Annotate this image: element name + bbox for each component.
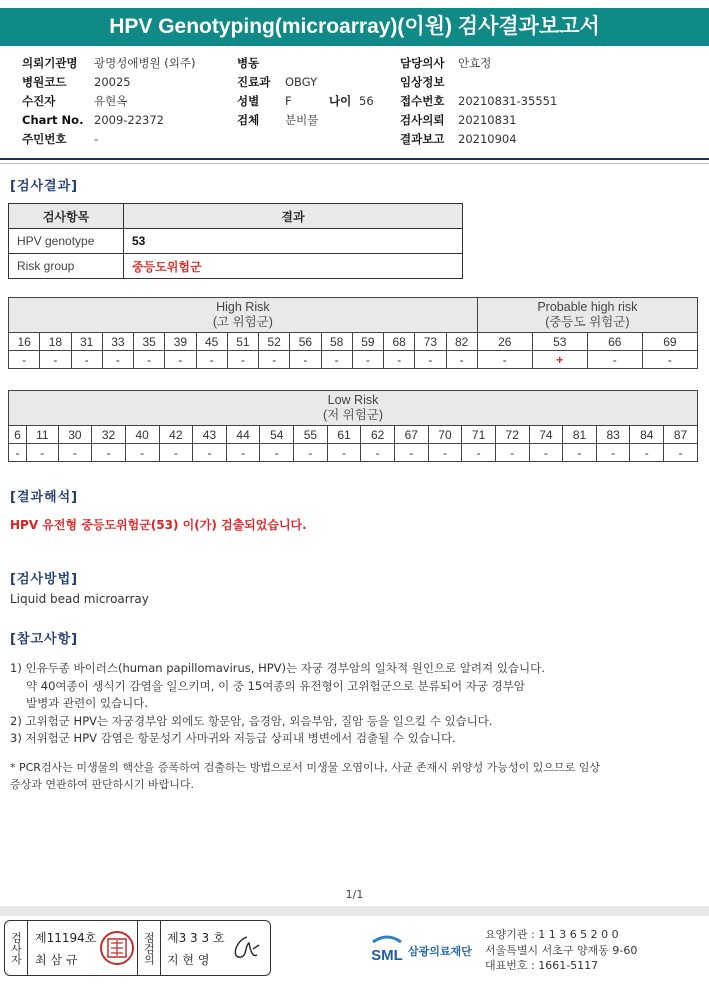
genotype-result-cell: - <box>495 444 529 462</box>
info-value: - <box>94 132 99 146</box>
genotype-result-cell: - <box>664 444 698 462</box>
genotype-cell: 68 <box>384 333 415 351</box>
genotype-result-cell: - <box>327 444 361 462</box>
header-divider <box>0 158 709 160</box>
section-title-result: [검사결과] <box>10 179 79 194</box>
result-header-item: 검사항목 <box>9 204 124 229</box>
signature-box <box>4 920 271 976</box>
genotype-result-cell: - <box>40 351 71 369</box>
info-label: 병원코드 <box>22 75 67 89</box>
pcr-note <box>10 760 690 793</box>
genotype-result-cell: - <box>226 444 260 462</box>
genotype-result-cell: - <box>462 444 496 462</box>
genotype-result-cell: - <box>563 444 597 462</box>
pcr-note-line-1: * PCR검사는 미생물의 핵산을 증폭하여 검출하는 방법으로서 미생물 오염이나, 사균 존재시 위양성 가능성이 있으므로 임상 <box>10 761 600 774</box>
genotype-cell: 54 <box>260 426 294 444</box>
info-label: 검체 <box>237 113 260 127</box>
info-label: 검사의뢰 <box>400 113 445 127</box>
examiner-name: 최 삼 규 <box>35 953 78 967</box>
genotype-cell: 40 <box>125 426 159 444</box>
result-item: Risk group <box>9 254 124 279</box>
section-title-method: [검사방법] <box>10 572 79 587</box>
genotype-cell: 39 <box>165 333 196 351</box>
info-label: 결과보고 <box>400 132 445 146</box>
genotype-result-cell: - <box>529 444 563 462</box>
info-value: 안효정 <box>458 56 492 70</box>
high-risk-title: High Risk <box>216 300 270 314</box>
genotype-cell: 26 <box>477 333 532 351</box>
genotype-result-cell: - <box>125 444 159 462</box>
genotype-cell: 72 <box>495 426 529 444</box>
genotype-cell: 82 <box>446 333 477 351</box>
examiner-label <box>5 921 28 975</box>
interpretation-text: HPV 유전형 중등도위험군(53) 이(가) 검출되었습니다. <box>10 518 307 532</box>
age-label: 나이 <box>329 94 352 108</box>
genotype-result-cell: - <box>196 351 227 369</box>
org-code: 요양기관 : 1 1 3 6 5 2 0 0 <box>485 928 619 941</box>
genotype-result-cell: - <box>446 351 477 369</box>
footer-band <box>0 906 709 916</box>
genotype-result-cell: - <box>642 351 697 369</box>
genotype-result-cell: - <box>159 444 193 462</box>
genotype-cell: 74 <box>529 426 563 444</box>
info-label: 수진자 <box>22 94 56 108</box>
genotype-cell: 71 <box>462 426 496 444</box>
info-column-3 <box>400 54 557 149</box>
genotype-result-cell: - <box>294 444 328 462</box>
genotype-result-cell: - <box>58 444 92 462</box>
genotype-cell: 56 <box>290 333 321 351</box>
info-label: 담당의사 <box>400 56 445 70</box>
genotype-result-cell: - <box>102 351 133 369</box>
genotype-result-cell: - <box>596 444 630 462</box>
genotype-result-cell: - <box>227 351 258 369</box>
genotype-cell: 55 <box>294 426 328 444</box>
genotype-result-cell: - <box>134 351 165 369</box>
low-risk-subtitle: (저 위험군) <box>322 408 384 422</box>
info-value: 유현옥 <box>94 94 128 108</box>
genotype-result-cell: - <box>165 351 196 369</box>
info-label: 임상정보 <box>400 75 445 89</box>
genotype-result-cell: - <box>477 351 532 369</box>
genotype-cell: 52 <box>259 333 290 351</box>
genotype-cell: 59 <box>352 333 383 351</box>
high-risk-header <box>9 298 478 333</box>
genotype-result-cell: - <box>92 444 126 462</box>
genotype-cell: 44 <box>226 426 260 444</box>
result-value: 53 <box>124 229 463 254</box>
result-value: 중등도위험군 <box>124 254 463 279</box>
genotype-cell: 62 <box>361 426 395 444</box>
note-3: 3) 저위험군 HPV 감염은 항문성기 사마귀와 저등급 상피내 병변에서 검출될 수 있습니다. <box>10 731 456 745</box>
genotype-result-cell: - <box>290 351 321 369</box>
checker-license: 제3 3 3 호 <box>167 931 225 945</box>
info-value: 2009-22372 <box>94 113 164 127</box>
info-value: F <box>285 94 292 108</box>
header-divider-thin <box>0 163 709 164</box>
genotype-cell: 67 <box>394 426 428 444</box>
result-item: HPV genotype <box>9 229 124 254</box>
low-risk-header <box>9 391 698 426</box>
info-value: 20210831-35551 <box>458 94 558 108</box>
info-label: 의뢰기관명 <box>22 56 78 70</box>
genotype-cell: 87 <box>664 426 698 444</box>
genotype-cell: 81 <box>563 426 597 444</box>
info-value: 20025 <box>94 75 131 89</box>
genotype-cell: 6 <box>9 426 27 444</box>
genotype-result-cell: - <box>9 444 27 462</box>
genotype-result-cell: - <box>361 444 395 462</box>
info-label: Chart No. <box>22 113 84 127</box>
genotype-cell: 43 <box>193 426 227 444</box>
genotype-cell: 66 <box>587 333 642 351</box>
note-1-line-1: 1) 인유두종 바이러스(human papillomavirus, HPV)는 자궁 경부암의 일차적 원인으로 알려져 있습니다. <box>10 661 545 675</box>
info-label: 성별 <box>237 94 260 108</box>
genotype-cell: 84 <box>630 426 664 444</box>
checker-label <box>137 921 161 975</box>
footer-address-block <box>485 927 637 974</box>
method-text: Liquid bead microarray <box>10 592 149 606</box>
genotype-cell: 32 <box>92 426 126 444</box>
note-2: 2) 고위험군 HPV는 자궁경부암 외에도 항문암, 음경암, 외음부암, 질암 등을 일으킬 수 있습니다. <box>10 713 493 728</box>
examiner-seal-icon <box>99 929 135 967</box>
note-1-line-3: 발병과 관련이 있습니다. <box>26 696 149 710</box>
genotype-result-cell: - <box>27 444 59 462</box>
result-header-value: 결과 <box>124 204 463 229</box>
genotype-result-cell: - <box>193 444 227 462</box>
genotype-result-cell: - <box>260 444 294 462</box>
genotype-cell: 83 <box>596 426 630 444</box>
pcr-note-line-2: 증상과 연관하여 판단하시기 바랍니다. <box>10 777 195 791</box>
info-value: 20210904 <box>458 132 517 146</box>
phone: 대표번호 : 1661-5117 <box>485 959 599 972</box>
checker-name: 지 현 영 <box>167 953 210 967</box>
table-row <box>9 229 463 254</box>
report-title: HPV Genotyping(microarray)(이원) 검사결과보고서 <box>0 8 709 46</box>
examiner-license: 제11194호 <box>35 931 97 945</box>
probable-high-risk-title: Probable high risk <box>537 300 638 314</box>
info-label: 병동 <box>237 56 260 70</box>
genotype-result-cell: - <box>394 444 428 462</box>
low-risk-title: Low Risk <box>327 393 379 407</box>
result-table <box>8 203 463 279</box>
address: 서울특별시 서초구 양재동 9-60 <box>485 943 638 957</box>
genotype-cell: 18 <box>40 333 71 351</box>
genotype-cell: 35 <box>134 333 165 351</box>
info-value: 분비물 <box>285 113 319 127</box>
genotype-result-cell: - <box>428 444 462 462</box>
genotype-cell: 61 <box>327 426 361 444</box>
genotype-result-cell: + <box>532 351 587 369</box>
high-risk-subtitle: (고 위험군) <box>212 315 273 329</box>
genotype-result-cell: - <box>71 351 102 369</box>
genotype-result-cell: - <box>352 351 383 369</box>
genotype-cell: 53 <box>532 333 587 351</box>
probable-high-risk-header <box>477 298 697 333</box>
genotype-cell: 33 <box>102 333 133 351</box>
sml-logo-text: SML <box>371 947 403 964</box>
genotype-result-cell: - <box>259 351 290 369</box>
info-value: 광명성애병원 (외주) <box>94 56 196 70</box>
genotype-result-cell: - <box>630 444 664 462</box>
genotype-cell: 16 <box>9 333 40 351</box>
info-value: OBGY <box>285 75 318 89</box>
info-label: 진료과 <box>237 75 271 89</box>
info-column-1 <box>22 54 196 149</box>
brand-name: 삼광의료재단 <box>408 945 472 958</box>
examiner-label-text: 검사자 <box>9 931 23 965</box>
section-title-interpretation: [결과해석] <box>10 490 79 505</box>
genotype-cell: 42 <box>159 426 193 444</box>
genotype-cell: 30 <box>58 426 92 444</box>
genotype-result-cell: - <box>384 351 415 369</box>
handwritten-signature-icon <box>227 931 263 967</box>
genotype-result-cell: - <box>587 351 642 369</box>
genotype-result-cell: - <box>9 351 40 369</box>
page-number: 1/1 <box>345 888 364 901</box>
genotype-result-cell: - <box>415 351 446 369</box>
low-risk-genotype-table <box>8 390 698 462</box>
genotype-cell: 51 <box>227 333 258 351</box>
info-label: 접수번호 <box>400 94 445 108</box>
info-label: 주민번호 <box>22 132 67 146</box>
notes-list <box>10 660 700 748</box>
genotype-cell: 45 <box>196 333 227 351</box>
note-1-line-2: 약 40여종이 생식기 감염을 일으키며, 이 중 15여종의 유전형이 고위험군으로 분류되어 자궁 경부암 <box>26 678 525 693</box>
table-row <box>9 254 463 279</box>
info-value: 20210831 <box>458 113 517 127</box>
info-column-2 <box>237 54 374 130</box>
genotype-cell: 73 <box>415 333 446 351</box>
probable-high-risk-subtitle: (중등도 위험군) <box>545 315 630 329</box>
sml-logo-icon <box>367 930 407 970</box>
checker-label-text: 점검의 <box>142 931 156 965</box>
high-risk-genotype-table <box>8 297 698 369</box>
genotype-cell: 70 <box>428 426 462 444</box>
sml-logo <box>367 930 487 970</box>
age-value: 56 <box>359 94 374 108</box>
genotype-result-cell: - <box>321 351 352 369</box>
genotype-cell: 58 <box>321 333 352 351</box>
section-title-notes: [참고사항] <box>10 632 79 647</box>
genotype-cell: 11 <box>27 426 59 444</box>
genotype-cell: 69 <box>642 333 697 351</box>
genotype-cell: 31 <box>71 333 102 351</box>
